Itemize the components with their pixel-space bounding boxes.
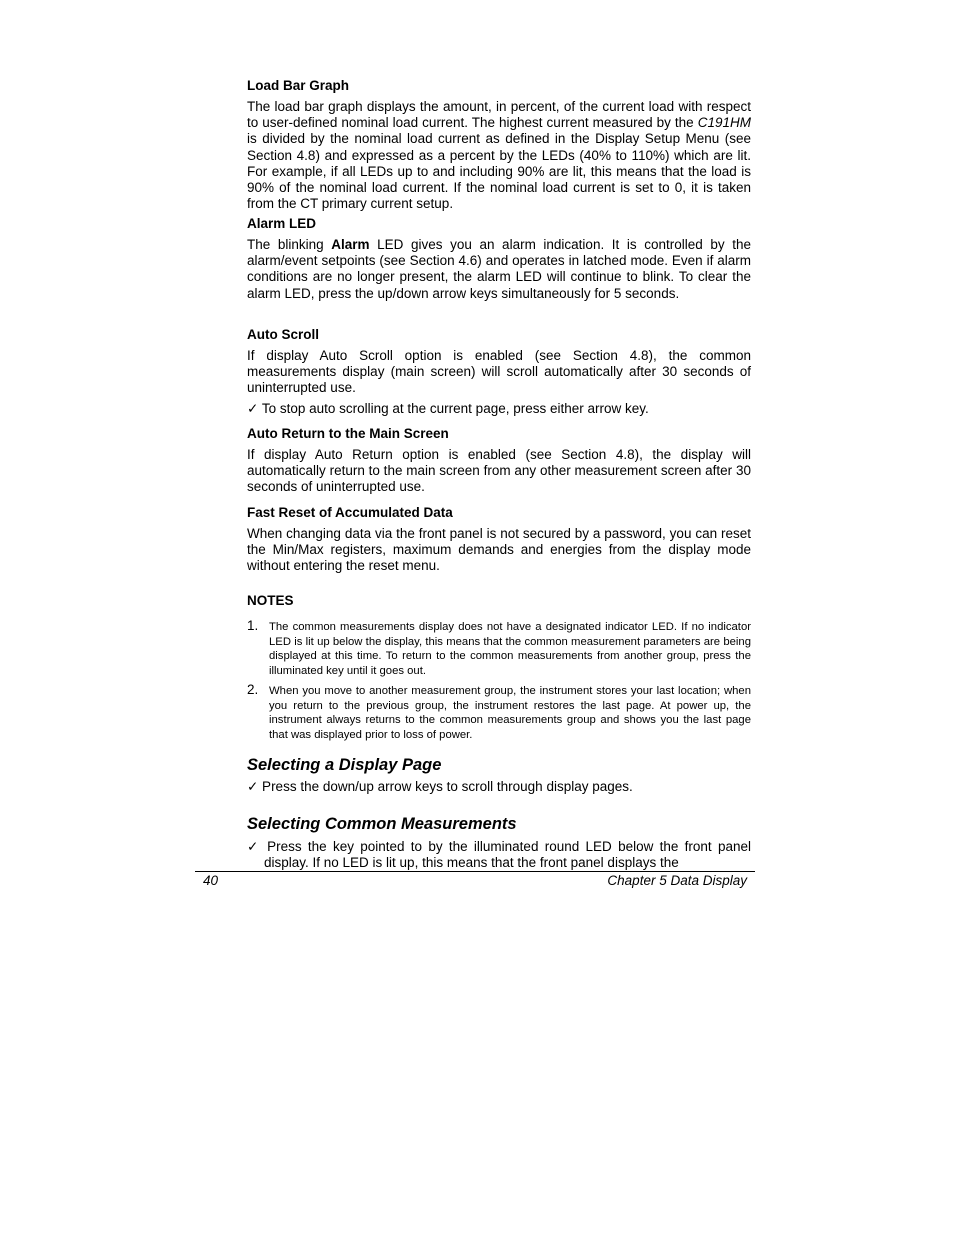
auto-return-paragraph: If display Auto Return option is enabled (see Section 4.8), the display will automatically return to the main screen from any other measurement screen after 30 seconds of uninterrupted use. [247,447,751,495]
note-text: The common measurements display does not have a designated indicator LED. If no indicator LED is lit up below the display, this means that the common measurement parameters are being displayed at this time. To return to the common measurements from another group, press the illuminated key until it goes out. [269,621,751,677]
load-bar-text-1: The load bar graph displays the amount, in percent, of the current load with respect to user-defined nominal load current. The highest current measured by the [247,99,751,131]
alarm-led-paragraph [247,237,751,302]
auto-return-heading: Auto Return to the Main Screen [247,426,449,441]
fast-reset-paragraph: When changing data via the front panel is not secured by a password, you can reset the Min/Max registers, maximum demands and energies from the display mode without entering the reset menu. [247,526,751,574]
load-bar-heading: Load Bar Graph [247,78,350,93]
common-meas-heading: Selecting Common Measurements [247,815,517,833]
display-page-heading: Selecting a Display Page [247,756,442,774]
model-name: C191HM [697,115,751,131]
footer-divider [195,871,755,872]
note-text: When you move to another measurement group, the instrument stores your last location; when you return to the previous group, the instrument restores the last page. At power up, the instrument always returns to the common measurements group and shows you the last page that was displayed prior to loss of power. [269,685,751,741]
alarm-text-2: LED gives you an alarm indication. It is controlled by the alarm/event setpoints (see Section 4.6) and operates in latched mode. Even if alarm conditions are no longer present, the alarm LED will continue to blink. To clear the alarm LED, press the up/down arrow keys simultaneously for 5 seconds. [247,237,751,301]
auto-scroll-heading: Auto Scroll [247,327,320,342]
alarm-bold: Alarm [331,237,370,252]
auto-scroll-paragraph: If display Auto Scroll option is enabled (see Section 4.8), the common measurements display (main screen) will scroll automatically after 30 seconds of uninterrupted use. [247,348,751,396]
notes-heading: NOTES [247,593,294,608]
load-bar-text-2: is divided by the nominal load current as defined in the Display Setup Menu (see Section 4.8) and expressed as a percent by the LEDs (40% to 110%) which are lit. For example, if all LEDs up to and including 90% are lit, this means that the load is 90% of the nominal load current. If the nominal load current is set to 0, it is taken from the CT primary current setup. [247,131,751,212]
chapter-title: Chapter 5 Data Display [607,873,747,888]
fast-reset-heading: Fast Reset of Accumulated Data [247,505,453,520]
note-number: 1. [247,618,259,633]
load-bar-paragraph [247,99,751,213]
display-page-text: ✓ Press the down/up arrow keys to scroll through display pages. [247,779,633,794]
note-number: 2. [247,682,259,697]
alarm-text-1: The blinking [247,237,332,252]
alarm-led-heading: Alarm LED [247,216,317,231]
auto-scroll-tip: ✓ To stop auto scrolling at the current page, press either arrow key. [247,401,649,416]
common-meas-text: ✓ Press the key pointed to by the illuminated round LED below the front panel display. If no LED is lit up, this means that the front panel displays the [247,839,751,871]
page-number: 40 [203,873,219,888]
